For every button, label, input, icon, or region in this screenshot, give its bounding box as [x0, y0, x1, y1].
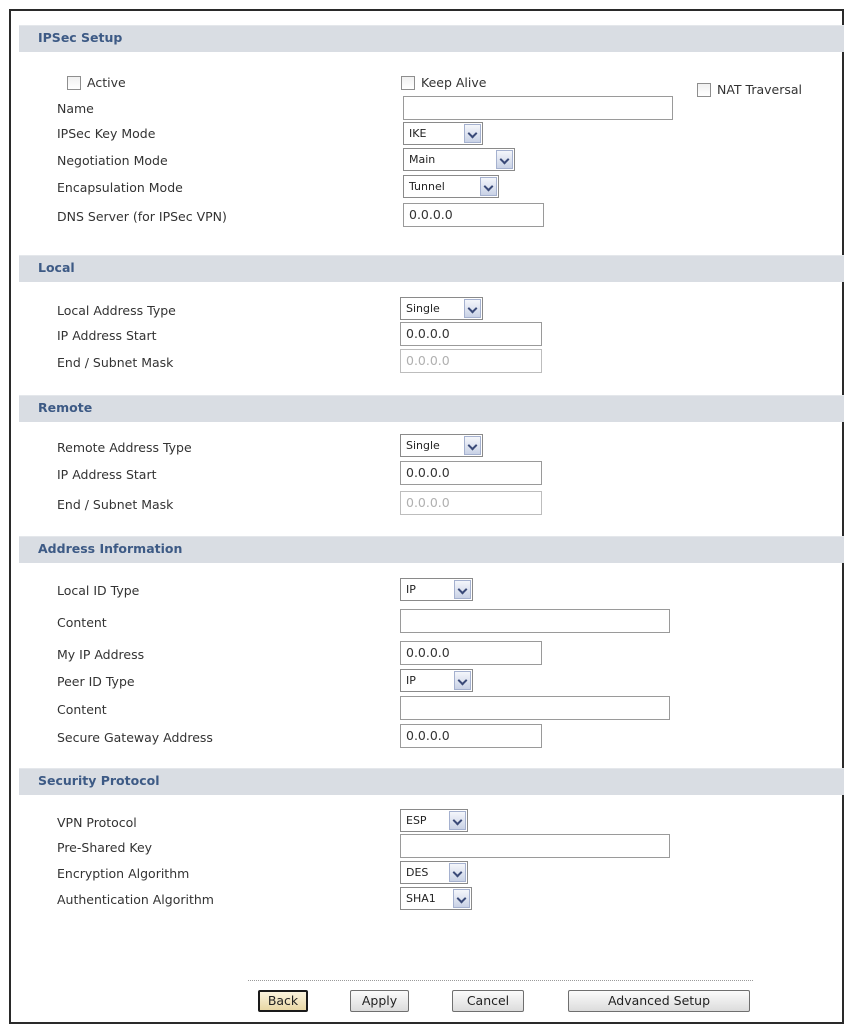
authentication-algorithm-label: Authentication Algorithm: [57, 892, 214, 907]
active-label: Active: [87, 75, 126, 90]
cancel-button[interactable]: Cancel: [452, 990, 524, 1012]
local-address-type-select[interactable]: [400, 297, 483, 320]
local-address-type-label: Local Address Type: [57, 303, 176, 318]
section-header-remote: [19, 395, 844, 422]
keep-alive-label: Keep Alive: [421, 75, 487, 90]
local-end-mask-field: 0.0.0.0: [400, 349, 542, 373]
encapsulation-mode-label: Encapsulation Mode: [57, 180, 183, 195]
authentication-algorithm-select[interactable]: [400, 887, 472, 910]
selected-value: IKE: [409, 127, 427, 140]
section-header-address-information: [19, 536, 844, 563]
section-title: Local: [38, 260, 75, 275]
encryption-algorithm-select[interactable]: [400, 861, 468, 884]
selected-value: Main: [409, 153, 436, 166]
apply-button[interactable]: Apply: [350, 990, 409, 1012]
chevron-down-icon: [464, 299, 481, 318]
section-title: Address Information: [38, 541, 183, 556]
local-end-mask-label: End / Subnet Mask: [57, 355, 174, 370]
secure-gateway-label: Secure Gateway Address: [57, 730, 213, 745]
ipsec-key-mode-label: IPSec Key Mode: [57, 126, 156, 141]
peer-id-type-label: Peer ID Type: [57, 674, 135, 689]
local-id-type-select[interactable]: [400, 578, 473, 601]
selected-value: DES: [406, 866, 429, 879]
peer-id-type-select[interactable]: [400, 669, 473, 692]
secure-gateway-field[interactable]: 0.0.0.0: [400, 724, 542, 748]
local-content-label: Content: [57, 615, 107, 630]
name-label: Name: [57, 101, 94, 116]
section-title: Remote: [38, 400, 93, 415]
peer-content-field[interactable]: [400, 696, 670, 720]
ipsec-key-mode-select[interactable]: [403, 122, 483, 145]
selected-value: Tunnel: [409, 180, 445, 193]
back-button[interactable]: Back: [258, 990, 308, 1012]
section-title: IPSec Setup: [38, 30, 123, 45]
button-divider: [248, 980, 753, 981]
remote-end-mask-field: 0.0.0.0: [400, 491, 542, 515]
remote-ip-start-label: IP Address Start: [57, 467, 157, 482]
remote-ip-start-field[interactable]: 0.0.0.0: [400, 461, 542, 485]
negotiation-mode-select[interactable]: [403, 148, 515, 171]
my-ip-address-label: My IP Address: [57, 647, 145, 662]
encryption-algorithm-label: Encryption Algorithm: [57, 866, 190, 881]
local-id-type-label: Local ID Type: [57, 583, 140, 598]
local-ip-start-label: IP Address Start: [57, 328, 157, 343]
local-content-field[interactable]: [400, 609, 670, 633]
keep-alive-checkbox[interactable]: [401, 76, 415, 90]
chevron-down-icon: [454, 580, 471, 599]
vpn-protocol-label: VPN Protocol: [57, 815, 137, 830]
chevron-down-icon: [454, 671, 471, 690]
local-ip-start-field[interactable]: 0.0.0.0: [400, 322, 542, 346]
vpn-protocol-select[interactable]: [400, 809, 468, 832]
nat-traversal-checkbox[interactable]: [697, 83, 711, 97]
chevron-down-icon: [496, 150, 513, 169]
section-header-local: [19, 255, 844, 282]
chevron-down-icon: [464, 124, 481, 143]
chevron-down-icon: [449, 863, 466, 882]
chevron-down-icon: [480, 177, 497, 196]
remote-address-type-select[interactable]: [400, 434, 483, 457]
selected-value: IP: [406, 583, 416, 596]
selected-value: Single: [406, 302, 440, 315]
remote-end-mask-label: End / Subnet Mask: [57, 497, 174, 512]
selected-value: ESP: [406, 814, 427, 827]
advanced-setup-button[interactable]: Advanced Setup: [568, 990, 750, 1012]
my-ip-address-field[interactable]: 0.0.0.0: [400, 641, 542, 665]
chevron-down-icon: [464, 436, 481, 455]
dns-server-field[interactable]: 0.0.0.0: [403, 203, 544, 227]
dns-server-label: DNS Server (for IPSec VPN): [57, 209, 227, 224]
chevron-down-icon: [453, 889, 470, 908]
pre-shared-key-field[interactable]: [400, 834, 670, 858]
negotiation-mode-label: Negotiation Mode: [57, 153, 168, 168]
active-checkbox[interactable]: [67, 76, 81, 90]
nat-traversal-label: NAT Traversal: [717, 82, 803, 97]
selected-value: IP: [406, 674, 416, 687]
pre-shared-key-label: Pre-Shared Key: [57, 840, 153, 855]
selected-value: Single: [406, 439, 440, 452]
section-header-security-protocol: [19, 768, 844, 795]
name-field[interactable]: [403, 96, 673, 120]
section-header-ipsec-setup: [19, 25, 844, 52]
section-title: Security Protocol: [38, 773, 160, 788]
selected-value: SHA1: [406, 892, 436, 905]
encapsulation-mode-select[interactable]: [403, 175, 499, 198]
peer-content-label: Content: [57, 702, 107, 717]
chevron-down-icon: [449, 811, 466, 830]
remote-address-type-label: Remote Address Type: [57, 440, 192, 455]
